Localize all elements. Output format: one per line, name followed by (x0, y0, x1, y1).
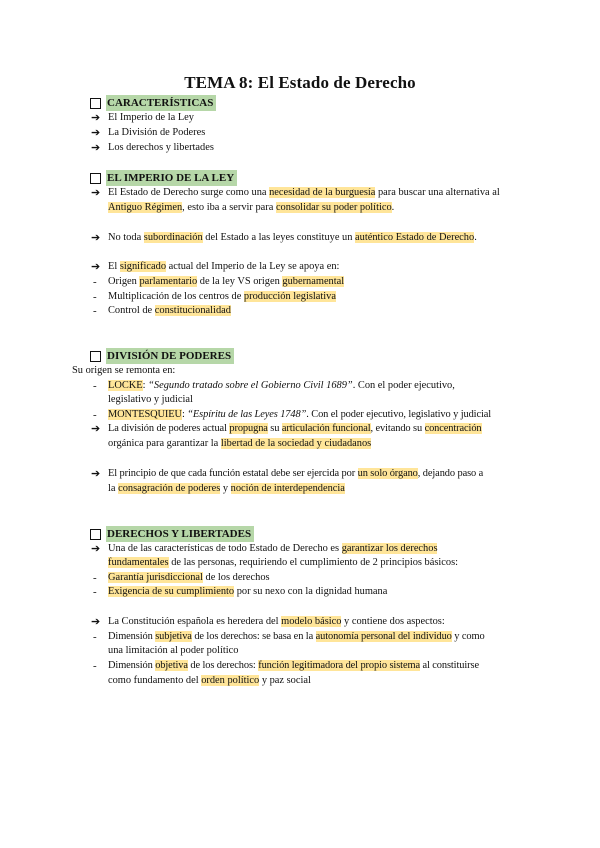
arrow-right-icon: ➔ (91, 423, 101, 435)
highlight: consolidar su poder político (275, 202, 392, 213)
highlight: gubernamental (282, 276, 345, 287)
dash-bullet: - (93, 276, 97, 288)
section-title: EL IMPERIO DE LA LEY (106, 170, 237, 186)
arrow-right-icon: ➔ (91, 543, 101, 555)
page-title: TEMA 8: El Estado de Derecho (184, 73, 416, 92)
section-division-poderes (90, 348, 234, 364)
paragraph-line: El principio de que cada función estatal debe ser ejercida por un solo órgano, dejando paso a (108, 468, 484, 479)
highlight: subordinación (143, 232, 203, 243)
paragraph-line: El Estado de Derecho surge como una necesidad de la burguesía para buscar una alternativa al (108, 187, 500, 198)
highlight: noción de interdependencia (230, 483, 345, 494)
paragraph-line: la consagración de poderes y noción de interdependencia (108, 483, 345, 494)
highlight: subjetiva (155, 631, 192, 642)
highlight: LOCKE (108, 380, 143, 391)
paragraph-line: Una de las características de todo Estado de Derecho es garantizar los derechos (108, 543, 438, 554)
section-title: DERECHOS Y LIBERTADES (106, 526, 254, 542)
highlight: concentración (424, 423, 482, 434)
arrow-right-icon: ➔ (91, 616, 101, 628)
highlight: garantizar los derechos (341, 543, 438, 554)
list-item-continuation: como fundamento del orden político y paz social (108, 675, 311, 686)
highlight: producción legislativa (243, 291, 336, 302)
list-item: El Imperio de la Ley (108, 112, 194, 123)
highlight: autonomía personal del individuo (315, 631, 452, 642)
list-item: Dimensión objetiva de los derechos: función legitimadora del propio sistema al constituirse (108, 660, 479, 671)
highlight: auténtico Estado de Derecho (355, 232, 475, 243)
paragraph-line: No toda subordinación del Estado a las leyes constituye un auténtico Estado de Derecho. (108, 232, 477, 243)
highlight: MONTESQUIEU (108, 409, 182, 420)
highlight: Exigencia de su cumplimiento (108, 586, 235, 597)
highlight: modelo básico (281, 616, 342, 627)
arrow-right-icon: ➔ (91, 261, 101, 273)
checkbox-icon (90, 351, 101, 362)
dash-bullet: - (93, 586, 97, 598)
highlight: propugna (229, 423, 268, 434)
arrow-right-icon: ➔ (91, 232, 101, 244)
highlight: constitucionalidad (154, 305, 231, 316)
dash-bullet: - (93, 409, 97, 421)
highlight: significado (119, 261, 167, 272)
list-item: Exigencia de su cumplimiento por su nexo con la dignidad humana (108, 586, 388, 597)
arrow-right-icon: ➔ (91, 468, 101, 480)
paragraph-line: La división de poderes actual propugna su articulación funcional, evitando su concentración (108, 423, 482, 434)
highlight: Antiguo Régimen (108, 202, 183, 213)
dash-bullet: - (93, 660, 97, 672)
dash-bullet: - (93, 380, 97, 392)
highlight: libertad de la sociedad y ciudadanos (220, 438, 372, 449)
dash-bullet: - (93, 305, 97, 317)
list-item-continuation: legislativo y judicial (108, 394, 193, 405)
paragraph-line: fundamentales de las personas, requiriendo el cumplimiento de 2 principios básicos: (108, 557, 459, 568)
paragraph-line: orgánica para garantizar la libertad de la sociedad y ciudadanos (108, 438, 372, 449)
list-item: Garantía jurisdiccional de los derechos (108, 572, 270, 583)
highlight: objetiva (155, 660, 188, 671)
highlight: orden político (201, 675, 260, 686)
section-imperio-ley (90, 170, 237, 186)
arrow-right-icon: ➔ (91, 112, 101, 124)
paragraph-line: La Constitución española es heredera del modelo básico y contiene dos aspectos: (108, 616, 445, 627)
paragraph-line: El significado actual del Imperio de la Ley se apoya en: (108, 261, 340, 272)
dash-bullet: - (93, 291, 97, 303)
paragraph-line: Antiguo Régimen, esto iba a servir para consolidar su poder político. (108, 202, 395, 213)
highlight: Garantía jurisdiccional (108, 572, 203, 583)
list-item: Los derechos y libertades (108, 142, 214, 153)
highlight: parlamentario (139, 276, 198, 287)
list-item: Control de constitucionalidad (108, 305, 231, 316)
highlight: función legitimadora del propio sistema (258, 660, 420, 671)
list-item-continuation: una limitación al poder político (108, 645, 239, 656)
section-title: CARACTERÍSTICAS (106, 95, 216, 111)
arrow-right-icon: ➔ (91, 187, 101, 199)
section-title: DIVISIÓN DE PODERES (106, 348, 234, 364)
arrow-right-icon: ➔ (91, 127, 101, 139)
dash-bullet: - (93, 631, 97, 643)
list-item: Origen parlamentario de la ley VS origen gubernamental (108, 276, 345, 287)
checkbox-icon (90, 98, 101, 109)
section-caracteristicas (90, 95, 216, 111)
highlight: articulación funcional (281, 423, 371, 434)
checkbox-icon (90, 173, 101, 184)
list-item: Dimensión subjetiva de los derechos: se basa en la autonomía personal del individuo y como (108, 631, 485, 642)
dash-bullet: - (93, 572, 97, 584)
arrow-right-icon: ➔ (91, 142, 101, 154)
list-item: LOCKE: “Segundo tratado sobre el Gobierno Civil 1689”. Con el poder ejecutivo, (108, 380, 455, 391)
list-item: La División de Poderes (108, 127, 206, 138)
highlight: fundamentales (108, 557, 169, 568)
checkbox-icon (90, 529, 101, 540)
intro-text: Su origen se remonta en: (72, 365, 176, 376)
list-item: MONTESQUIEU: “Espíritu de las Leyes 1748”. Con el poder ejecutivo, legislativo y judicial (108, 409, 492, 420)
highlight: necesidad de la burguesía (269, 187, 376, 198)
list-item: Multiplicación de los centros de producción legislativa (108, 291, 336, 302)
section-derechos-libertades (90, 526, 254, 542)
highlight: un solo órgano (357, 468, 418, 479)
highlight: consagración de poderes (118, 483, 221, 494)
